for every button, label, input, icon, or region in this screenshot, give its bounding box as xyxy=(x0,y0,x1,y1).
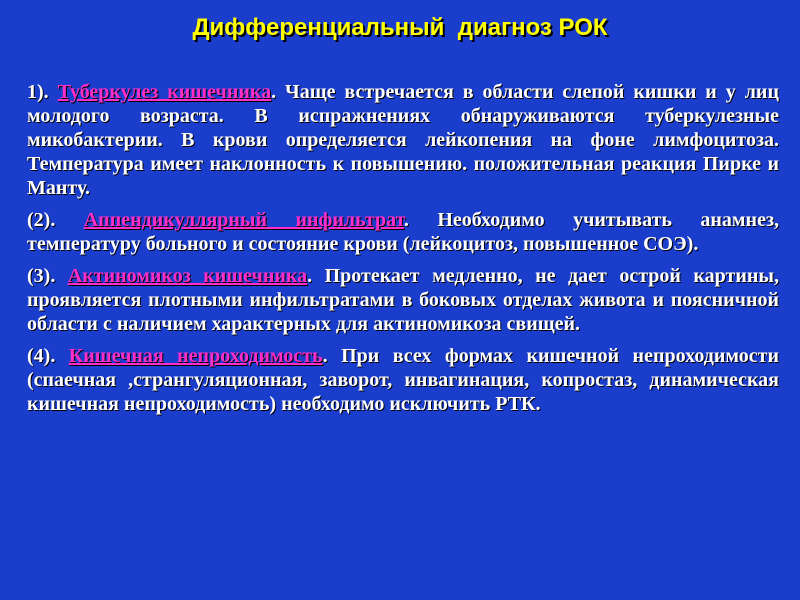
item-number: 1). xyxy=(27,81,58,103)
item-text: . Протекает медленно, не дает острой картины, проявляется плотными инфильтратами в боковых отделах живота и поясничной области с наличием характерных для актиномикоза свищей. xyxy=(27,265,779,335)
item-term: Актиномикоз кишечника xyxy=(67,265,308,287)
list-item-actinomycosis xyxy=(27,264,779,336)
item-text: . Чаще встречается в области слепой кишки и у лиц молодого возраста. В испражнениях обнаруживаются туберкулезные микобактерии. В крови определяется лейкопения на фоне лимфоцитоза. Температура имеет наклонность к повышению. положительная реакция Пирке и Манту. xyxy=(27,81,779,199)
item-term: Туберкулез кишечника xyxy=(57,81,272,103)
slide-body xyxy=(27,80,779,424)
item-term: Аппендикуллярный инфильтрат xyxy=(83,209,404,231)
item-text: . Необходимо учитывать анамнез, температуру больного и состояние крови (лейкоцитоз, повышенное СОЭ). xyxy=(27,209,779,255)
item-number: (2). xyxy=(27,209,84,231)
list-item-tuberculosis xyxy=(27,80,779,200)
item-text: . При всех формах кишечной непроходимости (спаечная ,странгуляционная, заворот, инвагинация, копростаз, динамическая кишечная непроходимость) необходимо исключить РТК. xyxy=(27,345,779,415)
item-number: (3). xyxy=(27,265,68,287)
list-item-appendicular-infiltrate xyxy=(27,208,779,256)
item-number: (4). xyxy=(27,345,69,367)
item-term: Кишечная непроходимость xyxy=(68,345,323,367)
slide-title: Дифференциальный диагноз РОК xyxy=(192,14,608,41)
list-item-intestinal-obstruction xyxy=(27,344,779,416)
